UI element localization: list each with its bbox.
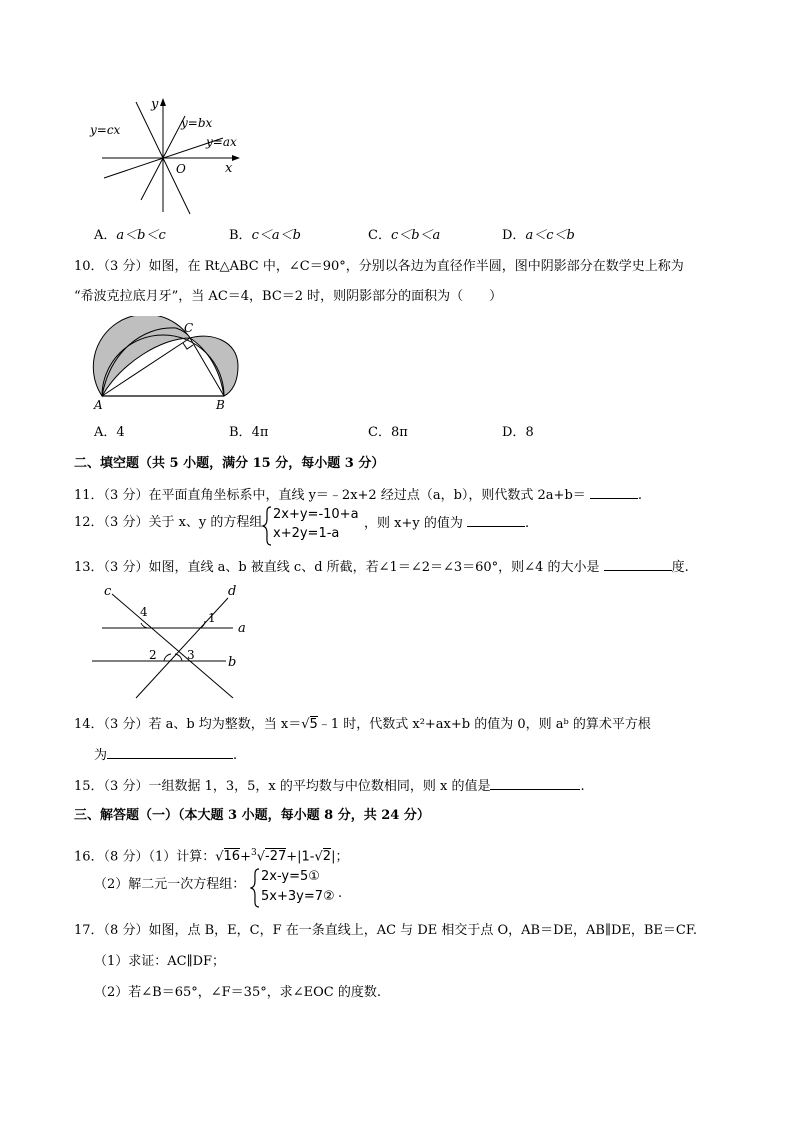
q9-origin-label: O [176, 162, 186, 176]
q13-angle-2: 2 [149, 648, 157, 662]
q16-radicand-3: 2 [322, 849, 332, 865]
q16-brace [250, 868, 260, 908]
q11-answer-blank [590, 486, 638, 499]
q9-x-label: x [225, 161, 233, 176]
q16-part2-label: （2）解二元一次方程组： [94, 877, 246, 892]
q13-label-d: d [228, 584, 237, 599]
q17-stem: 17．（8 分）如图，点 B，E，C，F 在一条直线上，AC 与 DE 相交于点 O，AB＝DE，AB∥DE，BE＝CF. [74, 923, 697, 938]
q10-label-b: B [216, 398, 225, 412]
q16-sqrt-sign-2: √ [256, 849, 265, 865]
q9-option-d: D．a＜c＜b [502, 228, 575, 243]
q14-line1: 14．（3 分）若 a、b 均为整数，当 x＝√5﹣1 时，代数式 x²+ax+b 的值为 0，则 aᵇ 的算术平方根 [74, 717, 651, 732]
q15-stem: 15．（3 分）一组数据 1，3，5，x 的平均数与中位数相同，则 x 的值是 . [74, 779, 585, 794]
q17-part2: （2）若∠B＝65°，∠F＝35°，求∠EOC 的度数. [94, 985, 381, 1000]
q16-sqrt-sign-1: √ [215, 849, 224, 865]
section-3-heading: 三、解答题（一）（本大题 3 小题，每小题 8 分，共 24 分） [74, 808, 430, 823]
q9-option-c: C．c＜b＜a [368, 228, 441, 243]
q16-part2-end: . [338, 886, 343, 901]
q14-sqrt-sign: √ [301, 717, 310, 732]
q12-equation-1: 2x+y=-10+a [273, 507, 359, 522]
q16-cube-index: 3 [250, 848, 257, 858]
q9-option-a: A．a＜b＜c [94, 228, 166, 243]
q9-y-label: y [151, 97, 159, 112]
q13-angle-1: 1 [208, 611, 216, 625]
q10-option-b: B．4π [229, 425, 269, 440]
q10-label-c: C [184, 321, 194, 335]
q16-sqrt-sign-3: √ [314, 849, 323, 865]
q13-stem: 13．（3 分）如图，直线 a、b 被直线 c、d 所截，若∠1＝∠2＝∠3＝60°，则∠4 的大小是 度. [74, 560, 689, 575]
q16-radicand-2: -27 [265, 849, 287, 865]
q9-option-b: B．c＜a＜b [229, 228, 301, 243]
q11-stem: 11．（3 分）在平面直角坐标系中，直线 y＝﹣2x+2 经过点（a，b），则代数式 2a+b＝ . [74, 488, 643, 503]
q10-label-a: A [94, 398, 103, 412]
q10-figure [92, 316, 252, 412]
q13-angle-3: 3 [187, 648, 195, 662]
q14-sqrt-radicand: 5 [309, 717, 318, 732]
q13-label-c: c [104, 584, 112, 599]
q16-radicand-1: 16 [223, 849, 241, 865]
q14-answer-blank [107, 746, 233, 759]
q9-line-b-label: y=bx [181, 116, 213, 130]
q13-answer-blank [604, 558, 672, 571]
q9-figure [88, 94, 258, 216]
q16-equation-1: 2x-y=5① [261, 869, 320, 884]
q13-angle-4: 4 [140, 605, 148, 619]
q9-line-a-label: y=ax [206, 135, 237, 149]
q14-line2: 为 . [94, 748, 238, 763]
q15-answer-blank [490, 777, 580, 790]
q10-option-d: D．8 [502, 425, 534, 440]
q17-part1: （1）求证：AC∥DF； [94, 954, 226, 969]
q12-suffix: ，则 x+y 的值为 . [364, 516, 530, 531]
q13-label-a: a [238, 621, 246, 636]
q10-option-a: A．4 [94, 425, 125, 440]
section-2-heading: 二、填空题（共 5 小题，满分 15 分，每小题 3 分） [74, 456, 385, 471]
q10-stem-line1: 10．（3 分）如图，在 Rt△ABC 中，∠C＝90°，分别以各边为直径作半圆，图中阴影部分在数学史上称为 [74, 259, 684, 274]
q13-label-b: b [228, 655, 237, 670]
q16-equation-2: 5x+3y=7② [261, 889, 335, 904]
q9-line-c-label: y=cx [90, 123, 121, 137]
q12-brace [262, 506, 272, 546]
q16-part1: 16．（8 分）（1）计算：√16+$^3$√-27+|1-√2|； [74, 848, 349, 865]
q12-answer-blank [467, 514, 525, 527]
q10-stem-line2: “希波克拉底月牙”，当 AC＝4，BC＝2 时，则阴影部分的面积为（ ） [74, 289, 503, 304]
q12-prefix: 12．（3 分）关于 x、y 的方程组 [74, 515, 263, 530]
q12-equation-2: x+2y=1-a [273, 526, 340, 541]
q10-option-c: C．8π [368, 425, 408, 440]
q13-figure [88, 580, 258, 700]
